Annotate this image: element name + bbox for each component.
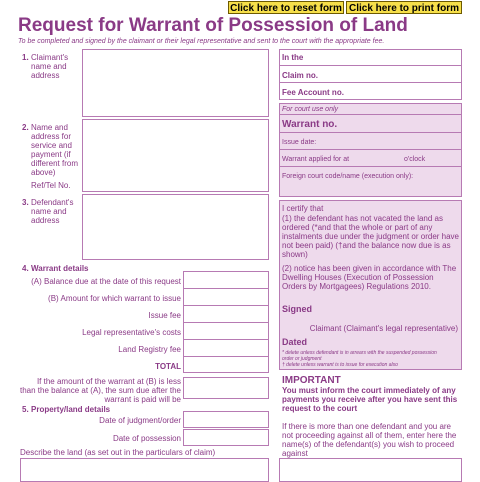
possession-date-label: Date of possession xyxy=(112,434,181,443)
describe-land-label: Describe the land (as set out in the particulars of claim) xyxy=(20,448,216,457)
warrant-applied-label: Warrant applied for at xyxy=(282,156,350,163)
page-title: Request for Warrant of Possession of Land xyxy=(18,15,408,36)
in-the-row[interactable] xyxy=(279,49,462,66)
dated-field[interactable] xyxy=(310,336,458,348)
court-use-label: For court use only xyxy=(282,106,339,113)
warrant-amount-label: (B) Amount for which warrant to issue xyxy=(48,294,181,303)
section-5-number: 5. xyxy=(22,405,29,414)
defendant-names-field[interactable] xyxy=(279,458,462,482)
sum-due-label: If the amount of the warrant at (B) is less than the balance at (A), the sum due after the warrant is paid will be xyxy=(20,377,181,404)
sum-due-field[interactable] xyxy=(183,377,269,399)
land-description-field[interactable] xyxy=(20,458,269,482)
claimant-address-field[interactable] xyxy=(82,49,269,117)
warrant-amount-field[interactable] xyxy=(184,289,268,304)
balance-due-label: (A) Balance due at the date of this request xyxy=(31,277,181,286)
footnote-dagger: † delete unless warrant is to issue for execution also xyxy=(282,362,398,368)
legal-costs-label: Legal representative's costs xyxy=(82,328,181,337)
signature-field[interactable] xyxy=(320,302,458,320)
judgment-date-field[interactable] xyxy=(183,411,269,428)
property-details-heading: Property/land details xyxy=(31,405,111,414)
legal-costs-field[interactable] xyxy=(184,323,268,338)
ref-tel-label: Ref/Tel No. xyxy=(31,181,71,190)
oclock-label: o'clock xyxy=(404,156,426,163)
warrant-details-heading: Warrant details xyxy=(31,264,89,273)
land-registry-field[interactable] xyxy=(184,340,268,355)
claimant-label: Claimant's name and address xyxy=(31,53,69,80)
certify-point-1: (1) the defendant has not vacated the land as ordered (*and that the whole or part of any instalments due under the judgment or order have not been paid) (†and the balance now due is as shown) xyxy=(282,214,459,259)
section-3-number: 3. xyxy=(22,198,29,207)
land-registry-label: Land Registry fee xyxy=(118,345,181,354)
in-the-label: In the xyxy=(282,53,304,62)
issue-date-label: Issue date: xyxy=(282,139,317,146)
warrant-no-label: Warrant no. xyxy=(282,119,338,130)
service-address-field[interactable] xyxy=(82,119,269,192)
possession-date-field[interactable] xyxy=(183,429,269,446)
balance-due-field[interactable] xyxy=(184,272,268,287)
section-4-number: 4. xyxy=(22,264,29,273)
important-heading: IMPORTANT xyxy=(282,375,341,386)
claimant-rep-label: Claimant (Claimant's legal representative) xyxy=(309,324,458,333)
defendant-address-field[interactable] xyxy=(82,194,269,260)
total-label: TOTAL xyxy=(155,362,181,371)
claim-no-label: Claim no. xyxy=(282,71,319,80)
section-1-number: 1. xyxy=(22,53,29,62)
judgment-date-label: Date of judgment/order xyxy=(99,416,181,425)
multiple-defendants-text: If there is more than one defendant and you are not proceeding against all of them, enter here the name(s) of the defendant(s) you wish to proceed against xyxy=(282,422,457,458)
signed-label: Signed xyxy=(282,304,313,314)
certify-heading: I certify that xyxy=(282,204,324,213)
section-2-number: 2. xyxy=(22,123,29,132)
print-form-button[interactable]: Click here to print form xyxy=(346,1,462,14)
fee-account-label: Fee Account no. xyxy=(282,88,344,97)
issue-fee-label: Issue fee xyxy=(148,311,181,320)
dated-label: Dated xyxy=(282,337,308,347)
service-address-label: Name and address for service and payment (if different from above) xyxy=(31,123,78,177)
reset-form-button[interactable]: Click here to reset form xyxy=(228,1,344,14)
total-field[interactable] xyxy=(184,357,268,372)
page-subtitle: To be completed and signed by the claimant or their legal representative and sent to the court with the appropriate fee. xyxy=(18,38,385,45)
foreign-court-label: Foreign court code/name (execution only): xyxy=(282,173,414,180)
footnote-asterisk: * delete unless defendant is in arrears with the suspended possession order or judgment xyxy=(282,350,437,362)
defendant-label: Defendant's name and address xyxy=(31,198,74,225)
important-text: You must inform the court immediately of any payments you receive after you have sent this request to the court xyxy=(282,386,458,413)
certify-point-2: (2) notice has been given in accordance with The Dwelling Houses (Execution of Possession Orders by Mortgagees) Regulations 2010. xyxy=(282,264,457,291)
issue-fee-field[interactable] xyxy=(184,306,268,321)
